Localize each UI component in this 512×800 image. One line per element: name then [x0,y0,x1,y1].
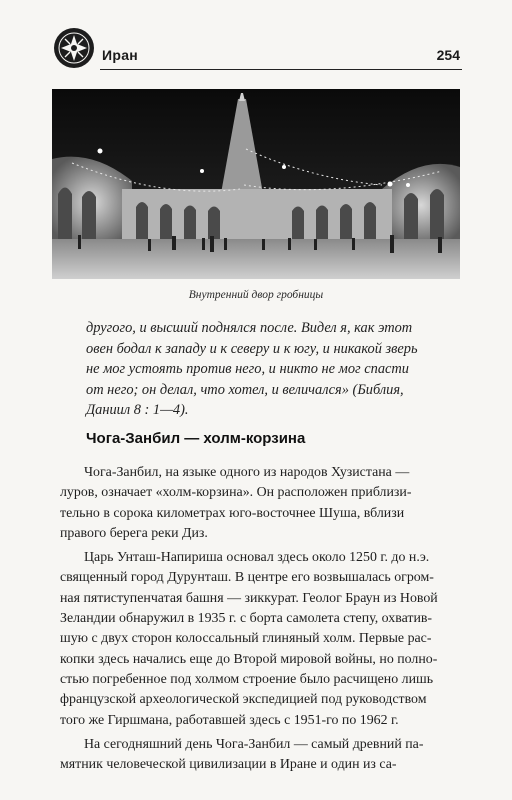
courtyard-photo [52,89,460,279]
text-line: священный город Дурунташ. В центре его возвышалась огром- [60,570,434,586]
text-line: Зеландии обнаружил в 1935 г. с борта самолета степу, охватив- [60,611,433,627]
text-line: французской археологической экспедицией под руководством [60,692,427,708]
header-title: Иран [102,47,139,63]
text-line: стью погребенное под холмом строение было расчищено лишь [60,671,434,687]
text-line: того же Гиршмана, работавшей здесь с 1951-го по 1962 г. [60,712,399,728]
running-header [52,22,462,74]
text-line: шую с двух сторон колоссальный глиняный холм. Первые рас- [60,631,432,647]
header-rule [100,69,462,70]
section-heading: Чога-Занбил — холм-корзина [86,430,306,447]
text-line: Царь Унташ-Напириша основал здесь около 1250 г. до н.э. [84,550,430,566]
text-line: мятник человеческой цивилизации в Иране и один из са- [60,757,397,773]
text-line: тельно в сорока километрах юго-восточнее Шуша, вблизи [60,505,405,521]
scripture-quote [86,318,460,421]
page-number: 254 [436,47,460,63]
quote-line: Даниил 8 : 1—4). [86,402,189,418]
quote-line: не мог устоять против него, и никто не мог спасти [86,361,409,377]
text-line: луров, означает «холм-корзина». Он расположен приблизи- [60,485,412,501]
ornament-emblem-icon [52,26,96,70]
text-line: На сегодняшний день Чога-Занбил — самый древний па- [84,736,424,752]
quote-line: другого, и высший поднялся после. Видел я, как этот [86,320,413,336]
figure-caption: Внутренний двор гробницы [188,289,324,301]
quote-line: от него; он делал, что хотел, и величался» (Библия, [86,381,404,398]
quote-line: овен бодал к западу и к северу и к югу, и никакой зверь [86,340,418,357]
body-text [60,463,462,775]
text-line: правого берега реки Диз. [60,525,208,541]
text-line: копки здесь начались еще до Второй мировой войны, но полно- [60,651,438,667]
text-line: ная пятиступенчатая башня — зиккурат. Геолог Браун из Новой [60,590,438,606]
text-line: Чога-Занбил, на языке одного из народов Хузистана — [84,465,410,480]
